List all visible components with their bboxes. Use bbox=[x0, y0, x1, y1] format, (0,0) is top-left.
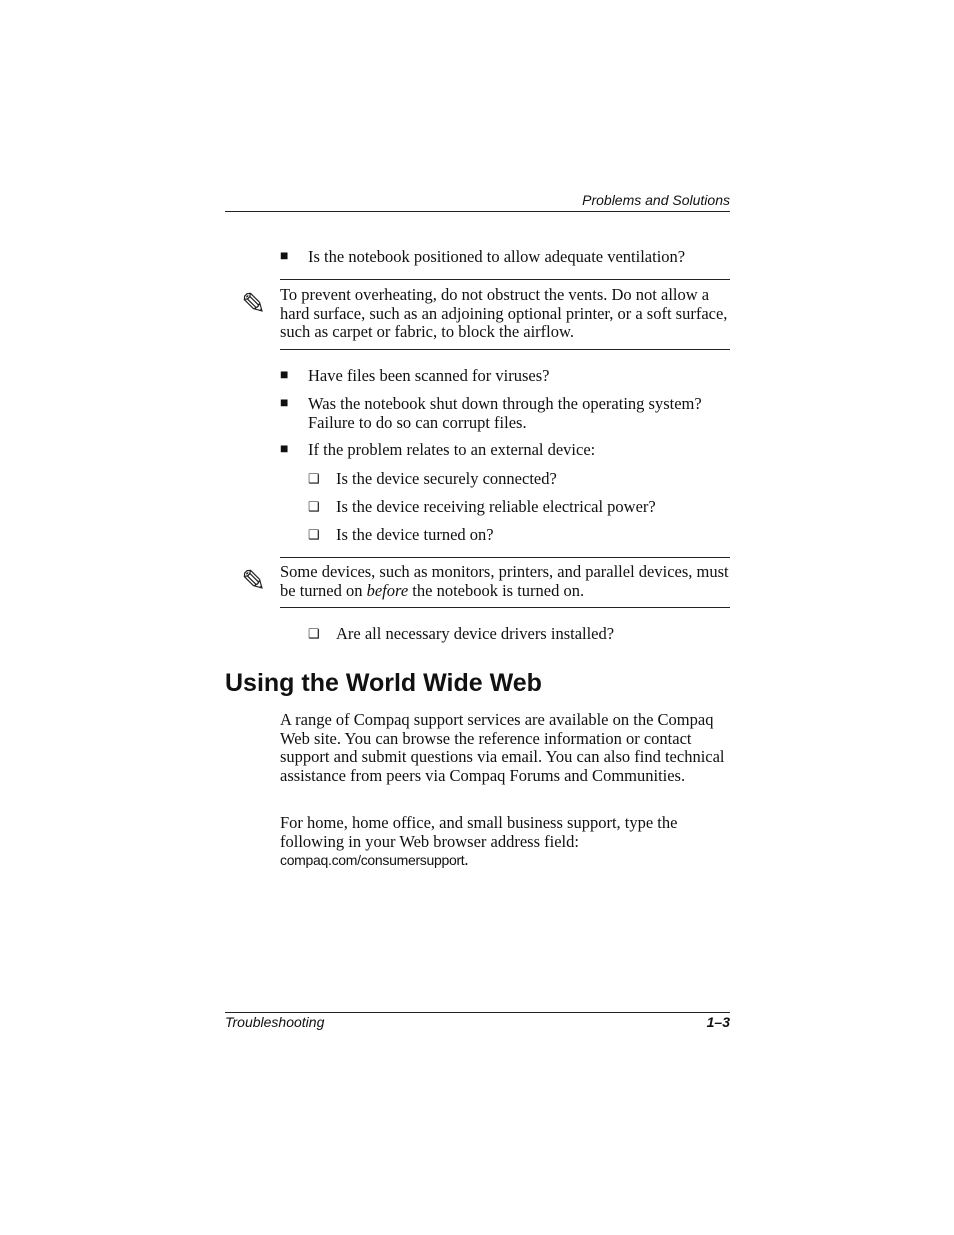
square-bullet-icon: ■ bbox=[280, 396, 289, 411]
sub-item-text: Is the device receiving reliable electrical power? bbox=[336, 497, 656, 516]
running-header: Problems and Solutions bbox=[582, 192, 730, 208]
note-top-rule bbox=[280, 557, 730, 558]
note-text: To prevent overheating, do not obstruct the vents. Do not allow a hard surface, such as an adjoining optional printer, or a soft surface, such as carpet or fabric, to block the airflow. bbox=[280, 285, 728, 342]
bullet-text: If the problem relates to an external device: bbox=[308, 440, 596, 459]
note-bottom-rule bbox=[280, 349, 730, 350]
bullet-text: Is the notebook positioned to allow adequate ventilation? bbox=[308, 247, 686, 266]
square-bullet-icon: ■ bbox=[280, 249, 289, 264]
bullet-text: Was the notebook shut down through the operating system? Failure to do so can corrupt files. bbox=[308, 394, 702, 432]
header-rule bbox=[225, 211, 730, 212]
paragraph: For home, home office, and small business support, type the following in your Web browser address field: compaq.com/consumersupport. bbox=[280, 813, 678, 870]
page-number: 1–3 bbox=[706, 1014, 730, 1030]
emphasis-text: before bbox=[366, 580, 409, 600]
url-text: compaq.com/consumersupport bbox=[280, 852, 465, 869]
note-top-rule bbox=[280, 279, 730, 280]
sub-item-text: Is the device turned on? bbox=[336, 525, 494, 544]
bullet-text: Have files been scanned for viruses? bbox=[308, 366, 550, 385]
checkbox-bullet-icon: ❑ bbox=[308, 471, 320, 486]
square-bullet-icon: ■ bbox=[280, 442, 289, 457]
sub-item-text: Are all necessary device drivers installed? bbox=[336, 624, 615, 643]
checkbox-bullet-icon: ❑ bbox=[308, 626, 320, 641]
note-text: Some devices, such as monitors, printers, and parallel devices, must be turned on before the notebook is turned on. bbox=[280, 562, 729, 600]
square-bullet-icon: ■ bbox=[280, 368, 289, 383]
note-bottom-rule bbox=[280, 607, 730, 608]
pencil-note-icon: ✎ bbox=[241, 287, 267, 322]
paragraph: A range of Compaq support services are available on the Compaq Web site. You can browse the reference information or contact support and submit questions via email. You can also find technical assistance from peers via Compaq Forums and Communities. bbox=[280, 710, 725, 786]
sub-item-text: Is the device securely connected? bbox=[336, 469, 557, 488]
section-title: Using the World Wide Web bbox=[225, 669, 542, 697]
checkbox-bullet-icon: ❑ bbox=[308, 527, 320, 542]
footer-chapter: Troubleshooting bbox=[225, 1014, 325, 1030]
checkbox-bullet-icon: ❑ bbox=[308, 499, 320, 514]
pencil-note-icon: ✎ bbox=[241, 564, 267, 599]
